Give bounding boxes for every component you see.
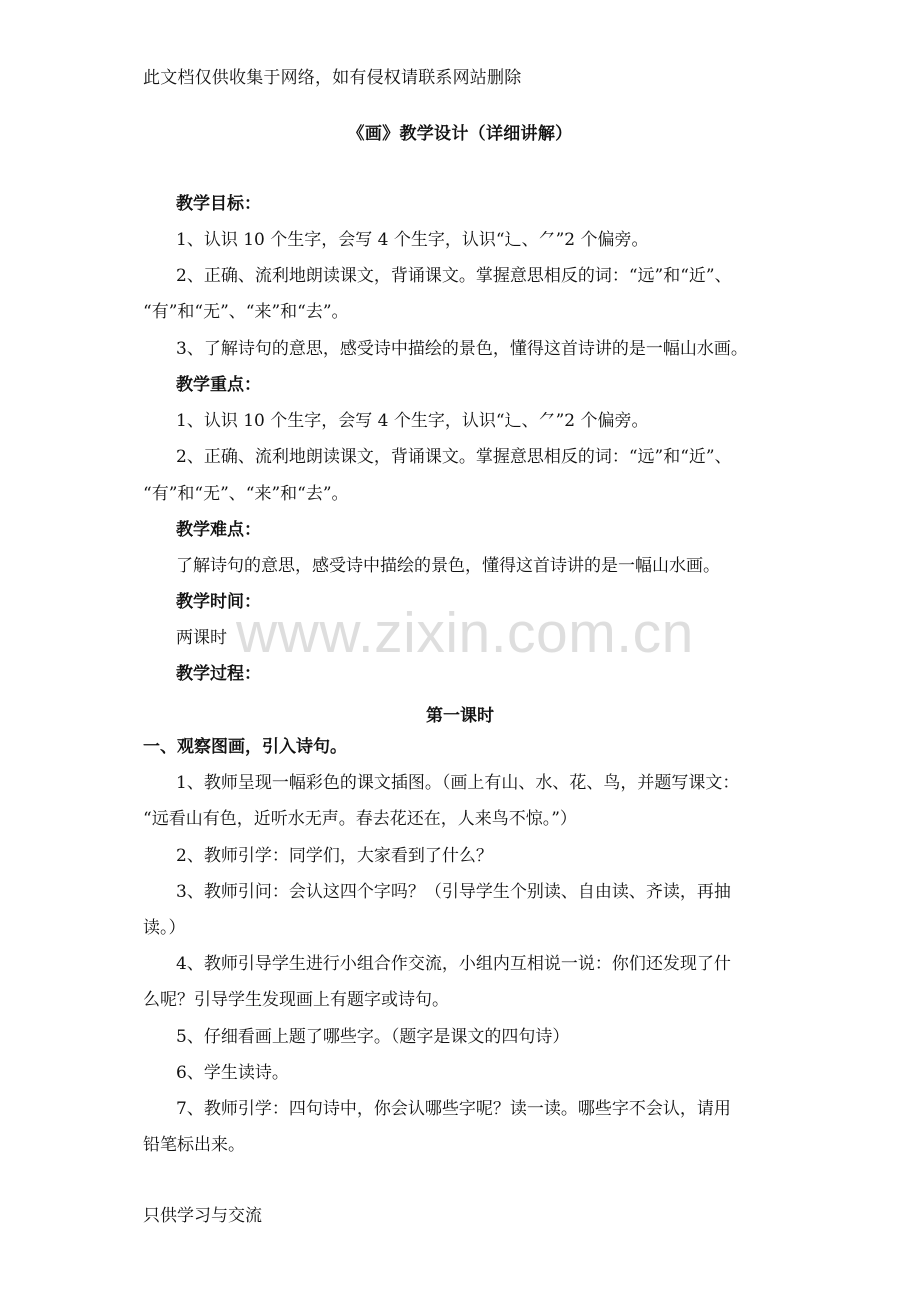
step-line-3-continuation: 读。）	[143, 918, 186, 938]
document-title: 《画》教学设计（详细讲解）	[347, 124, 573, 144]
objective-line-2-continuation: “有”和“无”、“来”和“去”。	[143, 302, 349, 322]
key-point-line-1: 1、认识 10 个生字，会写 4 个生字，认识“辶、⺈”2 个偏旁。	[176, 411, 649, 431]
part-heading: 一、观察图画，引入诗句。	[143, 737, 347, 757]
watermark: www.zixin.com.cn	[236, 601, 694, 665]
lesson-heading: 第一课时	[426, 706, 494, 726]
objective-line-3: 3、了解诗句的意思，感受诗中描绘的景色，懂得这首诗讲的是一幅山水画。	[176, 339, 748, 359]
step-line-7: 7、教师引学：四句诗中，你会认哪些字呢？读一读。哪些字不会认，请用	[176, 1099, 731, 1119]
step-line-2: 2、教师引学：同学们，大家看到了什么？	[176, 846, 493, 866]
step-line-4: 4、教师引导学生进行小组合作交流，小组内互相说一说：你们还发现了什	[176, 954, 731, 974]
section-heading-objectives: 教学目标：	[176, 194, 261, 214]
objective-line-2: 2、正确、流利地朗读课文，背诵课文。掌握意思相反的词：“远”和“近”、	[176, 266, 732, 286]
step-line-1: 1、教师呈现一幅彩色的课文插图。（画上有山、水、花、鸟，并题写课文：	[176, 773, 740, 793]
objective-line-1: 1、认识 10 个生字，会写 4 个生字，认识“辶、⺈”2 个偏旁。	[176, 230, 649, 250]
key-point-line-2-continuation: “有”和“无”、“来”和“去”。	[143, 484, 349, 504]
step-line-7-continuation: 铅笔标出来。	[143, 1135, 245, 1155]
step-line-3: 3、教师引问：会认这四个字吗？（引导学生个别读、自由读、齐读，再抽	[176, 882, 731, 902]
key-point-line-2: 2、正确、流利地朗读课文，背诵课文。掌握意思相反的词：“远”和“近”、	[176, 447, 732, 467]
step-line-1-continuation: “远看山有色，近听水无声。春去花还在，人来鸟不惊。”）	[143, 809, 577, 829]
teaching-time-value: 两课时	[176, 628, 227, 648]
section-heading-time: 教学时间：	[176, 592, 261, 612]
section-heading-key-points: 教学重点：	[176, 375, 261, 395]
step-line-6: 6、学生读诗。	[176, 1063, 289, 1083]
footer-note: 只供学习与交流	[143, 1206, 262, 1226]
section-heading-process: 教学过程：	[176, 664, 261, 684]
step-line-4-continuation: 么呢？引导学生发现画上有题字或诗句。	[143, 990, 449, 1010]
difficulties-text: 了解诗句的意思，感受诗中描绘的景色，懂得这首诗讲的是一幅山水画。	[176, 556, 720, 576]
header-note: 此文档仅供收集于网络，如有侵权请联系网站删除	[143, 68, 522, 88]
section-heading-difficulties: 教学难点：	[176, 520, 261, 540]
step-line-5: 5、仔细看画上题了哪些字。（题字是课文的四句诗）	[176, 1027, 570, 1047]
